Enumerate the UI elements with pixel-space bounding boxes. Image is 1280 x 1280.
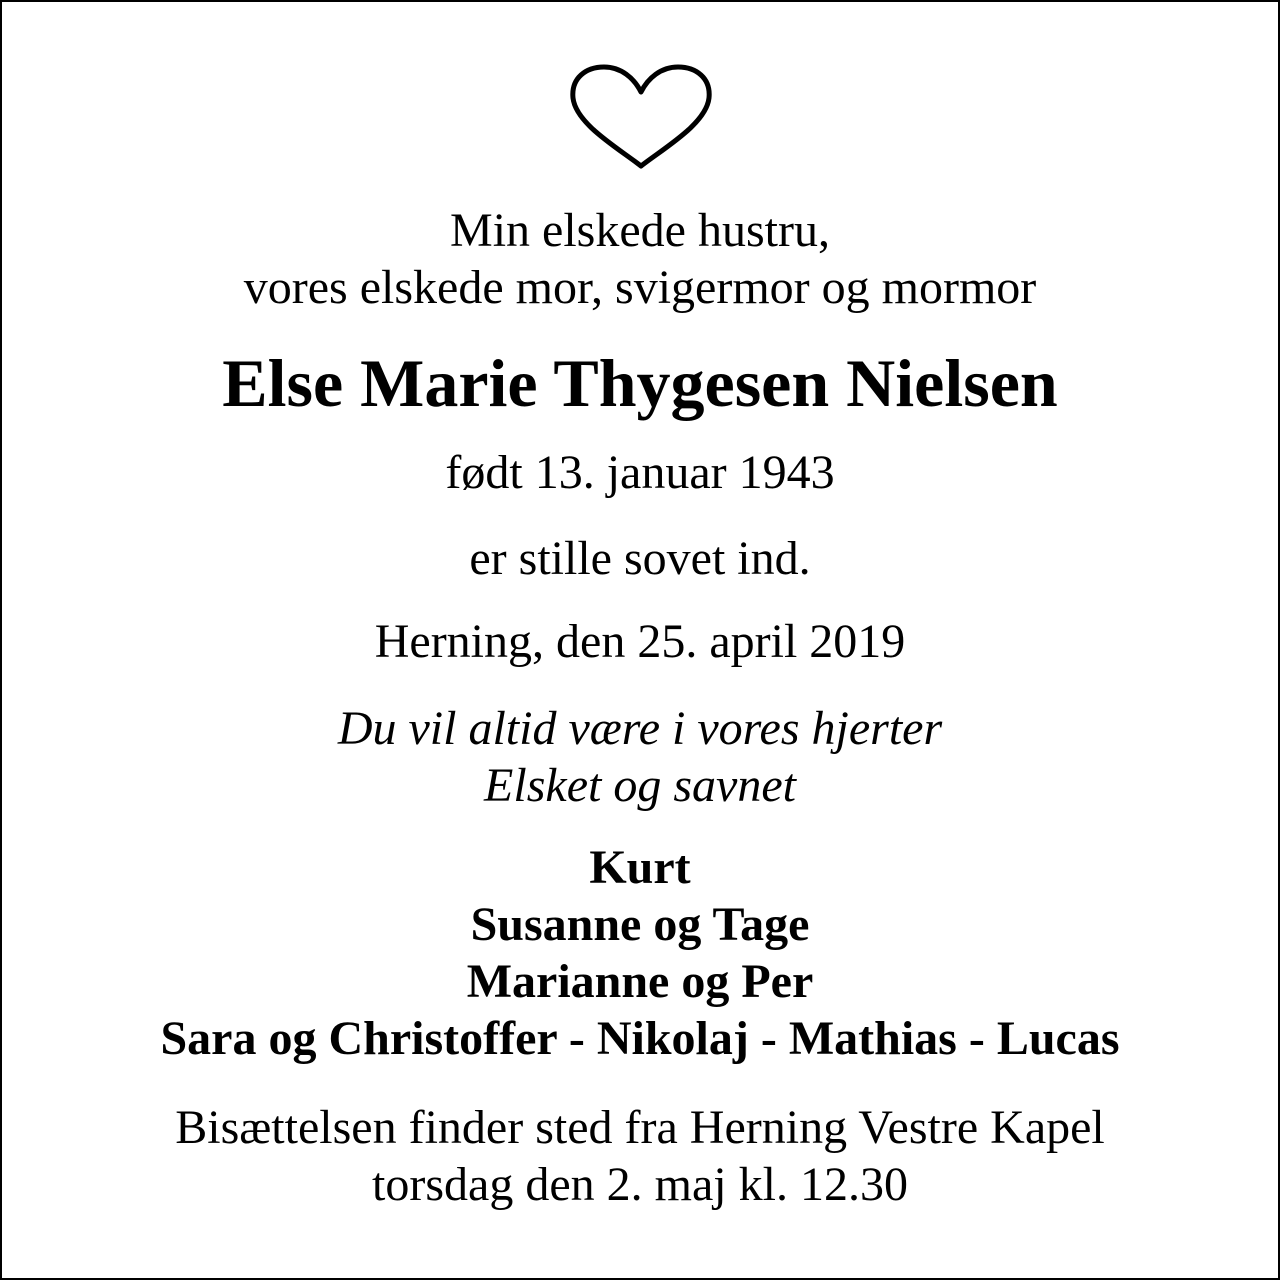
heart-icon — [566, 62, 716, 172]
family-member: Sara og Christoffer - Nikolaj - Mathias - Lucas — [160, 1012, 1120, 1065]
family-member: Kurt — [589, 841, 691, 894]
verse-line-2: Elsket og savnet — [484, 759, 796, 812]
birth-date: født 13. januar 1943 — [445, 446, 835, 499]
service-line-2: torsdag den 2. maj kl. 12.30 — [372, 1158, 908, 1211]
service-line-1: Bisættelsen finder sted fra Herning Vestre Kapel — [175, 1101, 1105, 1154]
family-member: Marianne og Per — [466, 955, 814, 1008]
intro-line-2: vores elskede mor, svigermor og mormor — [243, 261, 1037, 314]
place-and-date: Herning, den 25. april 2019 — [374, 615, 906, 668]
passed-away-text: er stille sovet ind. — [469, 532, 811, 585]
deceased-name: Else Marie Thygesen Nielsen — [222, 345, 1058, 421]
intro-line-1: Min elskede hustru, — [450, 204, 830, 257]
verse-line-1: Du vil altid være i vores hjerter — [337, 702, 943, 755]
family-member: Susanne og Tage — [470, 898, 810, 951]
